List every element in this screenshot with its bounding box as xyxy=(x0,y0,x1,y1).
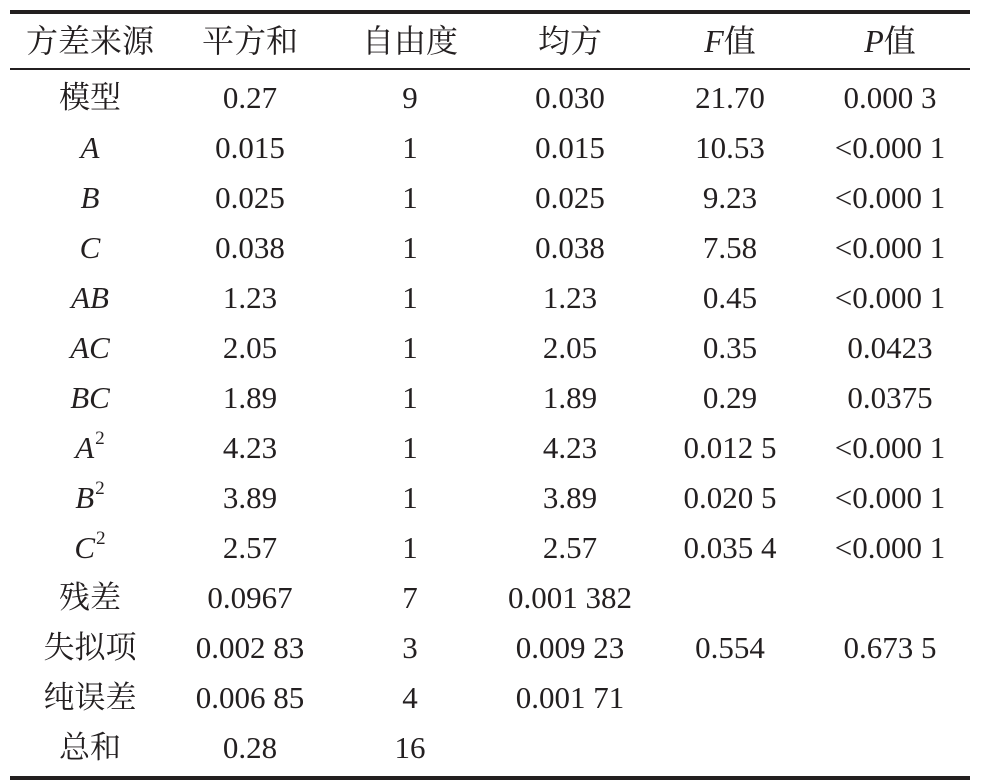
p-value-cell: <0.000 1 xyxy=(834,529,946,565)
mean-square-cell: 0.009 23 xyxy=(515,629,625,665)
table-row xyxy=(10,322,970,372)
sum-of-squares-cell: 4.23 xyxy=(222,429,278,465)
f-value-cell: 9.23 xyxy=(702,179,758,215)
f-value-cell: 0.020 5 xyxy=(683,479,777,515)
sum-of-squares-cell: 0.27 xyxy=(222,79,278,115)
f-value-cell: 0.035 4 xyxy=(683,529,777,565)
f-value-cell: 0.29 xyxy=(702,379,758,415)
sum-of-squares-cell: 0.0967 xyxy=(207,579,293,615)
sum-of-squares-cell: 0.006 85 xyxy=(195,679,305,715)
degrees-of-freedom-cell: 4 xyxy=(402,679,418,715)
sum-of-squares-cell: 2.57 xyxy=(222,529,278,565)
degrees-of-freedom-cell: 1 xyxy=(402,429,418,465)
table-row xyxy=(10,722,970,778)
mean-square-cell: 2.57 xyxy=(542,529,598,565)
table-row xyxy=(10,622,970,672)
sum-of-squares-cell: 0.025 xyxy=(215,179,285,215)
source-cell: B xyxy=(80,179,100,215)
table-row xyxy=(10,672,970,722)
sum-of-squares-cell: 0.002 83 xyxy=(195,629,305,665)
sum-of-squares-cell: 2.05 xyxy=(222,329,278,365)
mean-square-cell: 1.23 xyxy=(542,279,598,315)
p-value-cell: <0.000 1 xyxy=(834,479,946,515)
f-value-cell: 10.53 xyxy=(695,129,765,165)
mean-square-cell: 0.030 xyxy=(535,79,605,115)
table-row xyxy=(10,522,970,572)
table-row xyxy=(10,122,970,172)
table-row xyxy=(10,222,970,272)
degrees-of-freedom-cell: 1 xyxy=(402,479,418,515)
source-cell: AB xyxy=(71,279,109,315)
degrees-of-freedom-cell: 3 xyxy=(402,629,418,665)
source-cell: 失拟项 xyxy=(43,629,137,665)
f-value-cell: 21.70 xyxy=(695,79,765,115)
degrees-of-freedom-cell: 1 xyxy=(402,179,418,215)
source-cell: $C^2$ xyxy=(74,528,106,565)
mean-square-cell: 0.001 382 xyxy=(508,579,632,615)
p-value-cell: <0.000 1 xyxy=(834,279,946,315)
sum-of-squares-cell: 0.038 xyxy=(215,229,285,265)
header-mean-square: 均方 xyxy=(537,23,602,59)
p-value-cell: 0.0423 xyxy=(847,329,933,365)
source-cell: C xyxy=(79,229,101,265)
source-cell: 残差 xyxy=(59,579,121,615)
header-source: 方差来源 xyxy=(25,23,154,59)
header-f-value: F值 xyxy=(704,23,756,59)
source-cell: $B^2$ xyxy=(75,478,105,515)
header-sum-of-squares: 平方和 xyxy=(201,23,298,59)
mean-square-cell: 0.015 xyxy=(535,129,605,165)
source-cell: AC xyxy=(70,329,110,365)
table-row xyxy=(10,172,970,222)
f-value-cell: 0.554 xyxy=(695,629,765,665)
degrees-of-freedom-cell: 1 xyxy=(402,329,418,365)
sum-of-squares-cell: 0.28 xyxy=(222,729,278,765)
f-value-cell: 0.35 xyxy=(702,329,758,365)
mean-square-cell xyxy=(490,722,650,778)
table-row xyxy=(10,572,970,622)
source-cell: A xyxy=(80,129,100,165)
p-value-cell: <0.000 1 xyxy=(834,179,946,215)
mean-square-cell: 0.038 xyxy=(535,229,605,265)
source-cell: $A^2$ xyxy=(75,428,105,465)
mean-square-cell: 3.89 xyxy=(542,479,598,515)
table-row xyxy=(10,472,970,522)
mean-square-cell: 0.025 xyxy=(535,179,605,215)
f-value-cell: 7.58 xyxy=(702,229,758,265)
table-body xyxy=(10,69,970,778)
mean-square-cell: 0.001 71 xyxy=(515,679,625,715)
p-value-cell: <0.000 1 xyxy=(834,129,946,165)
sum-of-squares-cell: 1.89 xyxy=(222,379,278,415)
p-value-cell xyxy=(810,672,970,722)
source-cell: 模型 xyxy=(59,79,121,115)
table-row xyxy=(10,372,970,422)
source-cell: 纯误差 xyxy=(43,679,137,715)
p-value-cell: 0.673 5 xyxy=(843,629,937,665)
source-cell: 总和 xyxy=(59,729,121,765)
table-header xyxy=(10,12,970,69)
degrees-of-freedom-cell: 1 xyxy=(402,129,418,165)
degrees-of-freedom-cell: 7 xyxy=(402,579,418,615)
header-row xyxy=(10,12,970,69)
sum-of-squares-cell: 0.015 xyxy=(215,129,285,165)
sum-of-squares-cell: 3.89 xyxy=(222,479,278,515)
p-value-cell xyxy=(810,572,970,622)
p-value-cell: 0.000 3 xyxy=(843,79,937,115)
p-value-cell: <0.000 1 xyxy=(834,429,946,465)
degrees-of-freedom-cell: 1 xyxy=(402,279,418,315)
header-p-value: P值 xyxy=(864,23,916,59)
degrees-of-freedom-cell: 1 xyxy=(402,529,418,565)
f-value-cell xyxy=(650,572,810,622)
p-value-cell xyxy=(810,722,970,778)
f-value-cell xyxy=(650,672,810,722)
degrees-of-freedom-cell: 1 xyxy=(402,379,418,415)
f-value-cell: 0.012 5 xyxy=(683,429,777,465)
header-degrees-of-freedom: 自由度 xyxy=(361,23,458,59)
table-row xyxy=(10,422,970,472)
p-value-cell: 0.0375 xyxy=(847,379,933,415)
degrees-of-freedom-cell: 9 xyxy=(402,79,418,115)
f-value-cell: 0.45 xyxy=(702,279,758,315)
p-value-cell: <0.000 1 xyxy=(834,229,946,265)
degrees-of-freedom-cell: 1 xyxy=(402,229,418,265)
source-cell: BC xyxy=(70,379,110,415)
degrees-of-freedom-cell: 16 xyxy=(394,729,426,765)
f-value-cell xyxy=(650,722,810,778)
table-row xyxy=(10,69,970,122)
sum-of-squares-cell: 1.23 xyxy=(222,279,278,315)
mean-square-cell: 1.89 xyxy=(542,379,598,415)
anova-table xyxy=(10,10,970,780)
table-row xyxy=(10,272,970,322)
mean-square-cell: 2.05 xyxy=(542,329,598,365)
mean-square-cell: 4.23 xyxy=(542,429,598,465)
